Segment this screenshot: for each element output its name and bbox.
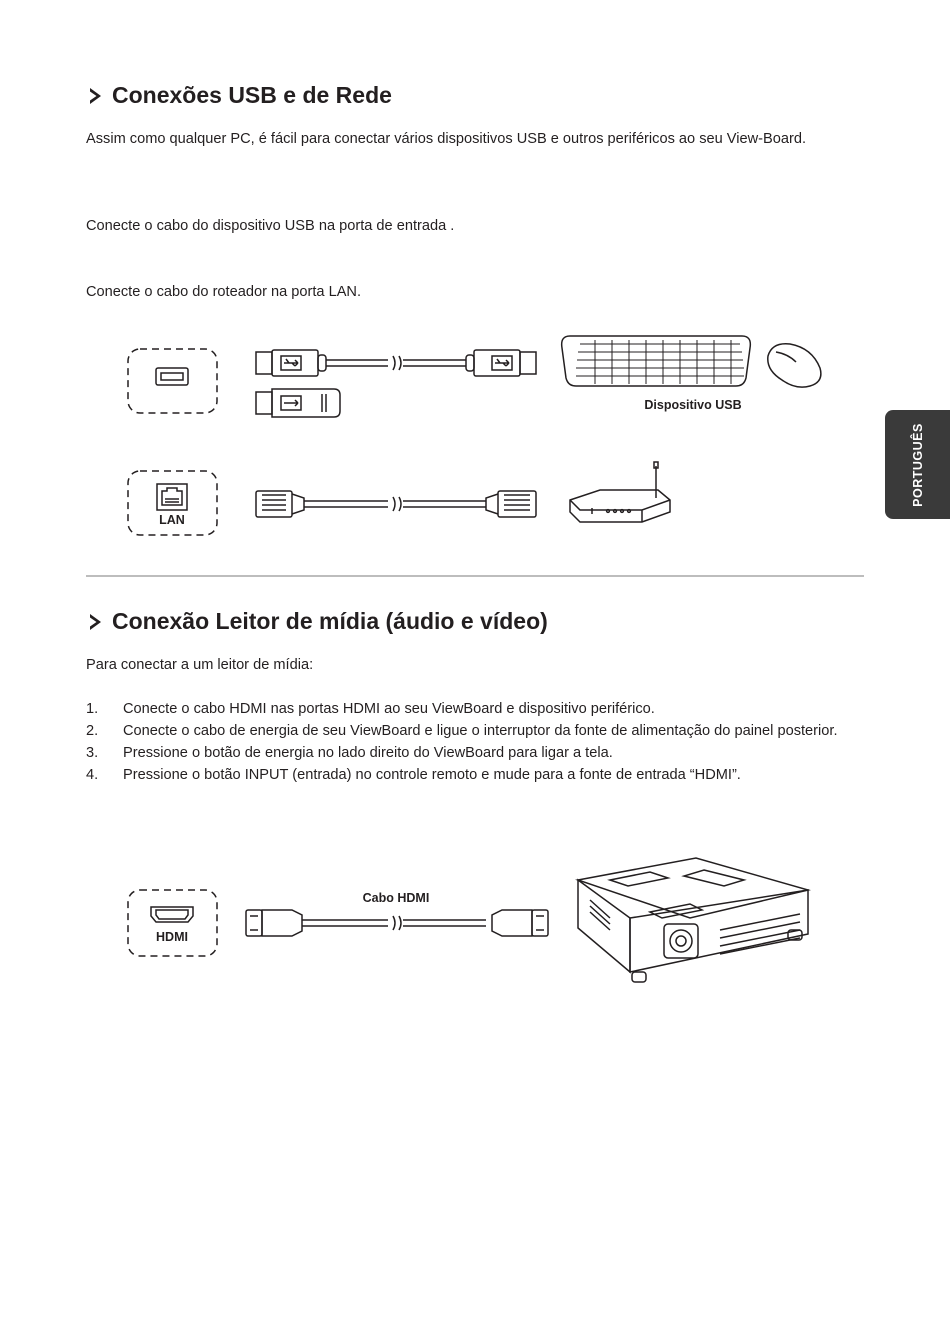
step-text: Pressione o botão INPUT (entrada) no controle remoto e mude para a fonte de entrada “HDMI”. — [123, 767, 741, 783]
lan-cable-icon — [256, 491, 536, 517]
list-item — [86, 720, 856, 742]
chevron-right-icon — [86, 612, 106, 632]
step-number: 4. — [86, 767, 99, 783]
section-usb-network-title-text: Conexões USB e de Rede — [112, 82, 392, 108]
usb-device-caption: Dispositivo USB — [644, 398, 742, 412]
hdmi-cable-caption: Cabo HDMI — [362, 891, 430, 905]
section-divider — [86, 575, 864, 577]
usb-cable-icon — [256, 350, 536, 376]
language-side-tab-label: PORTUGUÊS — [910, 422, 925, 507]
projector-icon — [578, 858, 808, 982]
usb-flash-drive-icon — [256, 389, 340, 417]
step-text: Pressione o botão de energia no lado direito do ViewBoard para ligar a tela. — [123, 745, 613, 761]
step-number: 3. — [86, 745, 99, 761]
usb-instruction: Conecte o cabo do dispositivo USB na porta de entrada . — [86, 218, 455, 234]
section-media-player-title — [86, 608, 548, 635]
lan-port-label: LAN — [159, 513, 185, 527]
step-text: Conecte o cabo de energia de seu ViewBoard e ligue o interruptor da fonte de alimentação do painel posterior. — [123, 723, 838, 739]
media-player-steps — [86, 698, 856, 786]
hdmi-cable-icon — [246, 910, 548, 936]
mouse-icon — [768, 344, 821, 387]
usb-network-intro: Assim como qualquer PC, é fácil para conectar vários dispositivos USB e outros periféricos ao seu View-Board. — [86, 131, 807, 147]
router-icon — [570, 462, 670, 522]
hdmi-port-label: HDMI — [156, 930, 188, 944]
list-item — [86, 698, 856, 720]
media-player-intro: Para conectar a um leitor de mídia: — [86, 657, 314, 673]
hdmi-port-box — [128, 890, 217, 956]
keyboard-icon — [562, 336, 751, 386]
step-number: 1. — [86, 701, 99, 717]
list-item — [86, 742, 856, 764]
list-item — [86, 764, 856, 786]
step-text: Conecte o cabo HDMI nas portas HDMI ao seu ViewBoard e dispositivo periférico. — [123, 701, 655, 717]
lan-instruction: Conecte o cabo do roteador na porta LAN. — [86, 284, 362, 300]
usb-port-box — [128, 349, 217, 413]
step-number: 2. — [86, 723, 99, 739]
section-media-player-title-text: Conexão Leitor de mídia (áudio e vídeo) — [112, 608, 548, 634]
